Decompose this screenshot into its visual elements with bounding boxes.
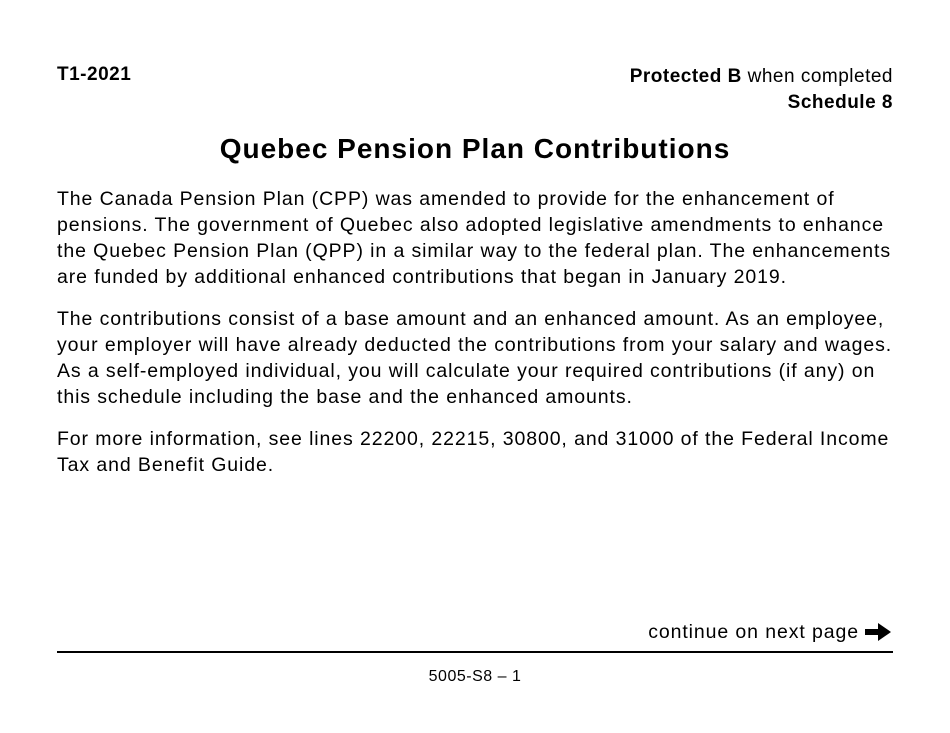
continue-label: continue on next page [648, 620, 859, 643]
schedule-label: Schedule 8 [787, 92, 893, 113]
protection-block [630, 64, 893, 116]
page-title: Quebec Pension Plan Contributions [219, 133, 731, 164]
intro-text [57, 186, 907, 494]
arrow-right-icon [863, 620, 893, 644]
paragraph-contributions: The contributions consist of a base amount and an enhanced amount. As an employee, your employer will have already deducted the contributions from your salary and wages. As a self-employed individual, you will calculate your required contributions (if any) on this schedule including the base and the enhanced amounts. [57, 308, 893, 408]
protected-label: Protected B [629, 66, 742, 87]
paragraph-more-info: For more information, see lines 22200, 22215, 30800, and 31000 of the Federal Income Tax and Benefit Guide. [57, 428, 890, 476]
paragraph-cpp-enhancement: The Canada Pension Plan (CPP) was amended to provide for the enhancement of pensions. The government of Quebec also adopted legislative amendments to enhance the Quebec Pension Plan (QPP) in a similar way to the federal plan. The enhancements are funded by additional enhanced contributions that began in January 2019. [57, 188, 891, 288]
footer-divider [57, 651, 893, 653]
form-id: T1-2021 [57, 64, 132, 85]
page-footer: 5005-S8 – 1 [428, 668, 522, 685]
protected-suffix: when completed [741, 66, 893, 87]
protection-line [630, 64, 893, 90]
continue-next-page [648, 620, 893, 644]
